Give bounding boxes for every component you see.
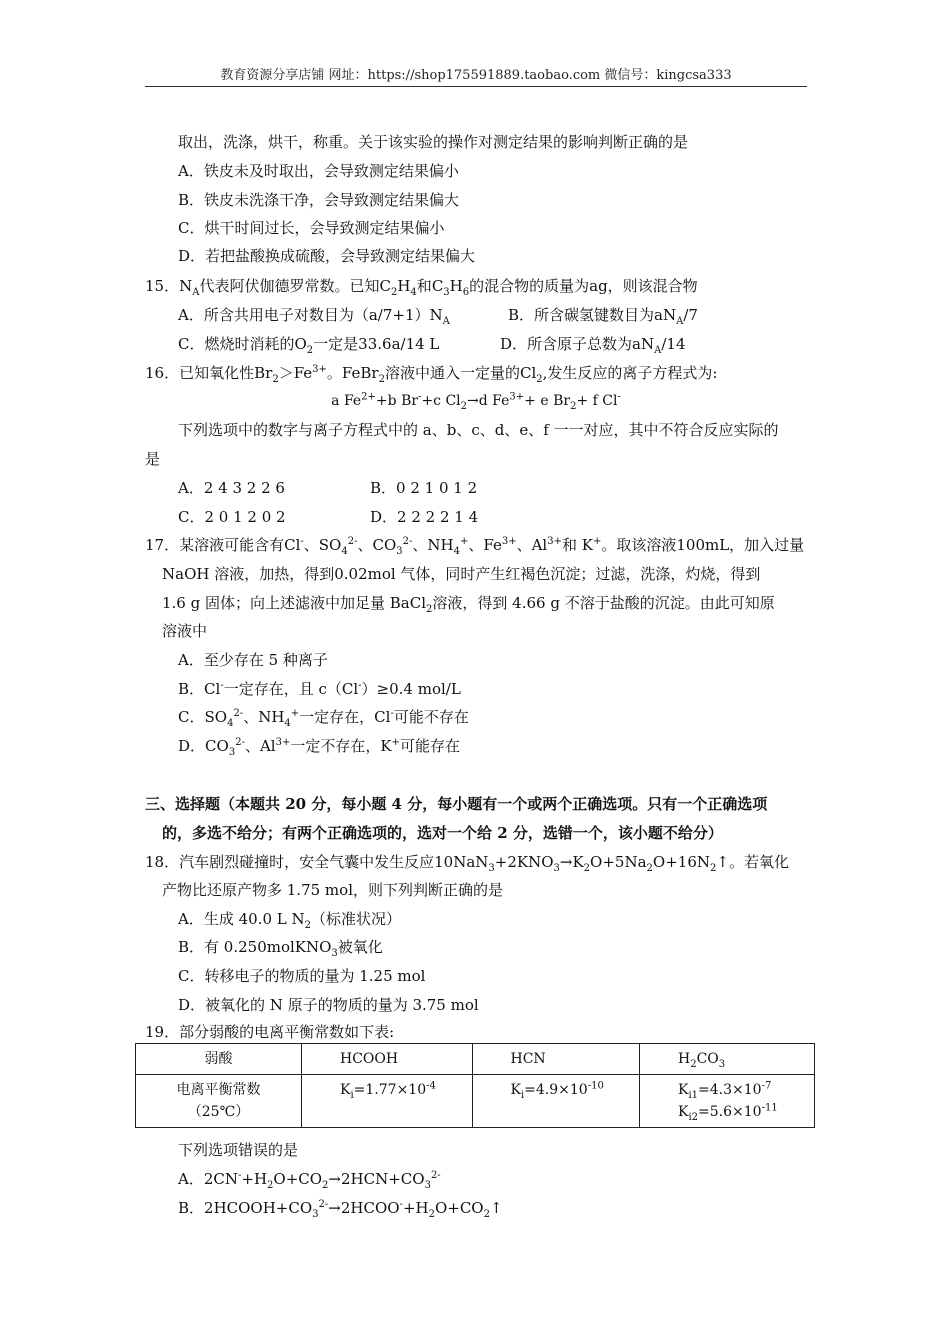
q19-option-b: B．$2HCOOH+CO_3^{2-}\to 2HCOO^-+H_2O+CO_2↑$ <box>178 1199 503 1220</box>
header-hcooh: HCOOH <box>302 1044 473 1075</box>
section3-heading-line1: 三、选择题（本题共 20 分，每小题 4 分，每小题有一个或两个正确选项。只有一个正确选项 <box>145 795 768 813</box>
q16-option-b: B．0 2 1 0 1 2 <box>370 479 478 497</box>
ionization-constant-table <box>135 1043 815 1128</box>
q15-option-d: D．所含原子总数为$aN_A/14$ <box>500 335 686 356</box>
q16-option-a: A．2 4 3 2 2 6 <box>178 479 285 497</box>
table-row <box>136 1075 815 1128</box>
page-header: 教育资源分享店铺 网址：https://shop175591889.taobao.com 微信号：kingcsa333 <box>220 68 732 83</box>
q18-option-d: D．被氧化的 N 原子的物质的量为 3.75 mol <box>178 996 479 1014</box>
header-h2co3: $H_2CO_3$ <box>640 1044 815 1075</box>
q16-line3: 是 <box>145 450 161 468</box>
q17-option-a: A．至少存在 5 种离子 <box>178 651 328 669</box>
q16-equation: a $Fe^{2+}+b$ Br-+c $Cl_2\to d$ $Fe^{3+}+ e$ $Br_2+ f$ Cl- <box>331 391 621 412</box>
cell-h2co3-ka: $K_{i1}=4.3\times 10^{-7}$ $K_{i2}=5.6\times 10^{-11}$ <box>640 1075 815 1128</box>
q14-option-d: D．若把盐酸换成硫酸，会导致测定结果偏大 <box>178 247 476 265</box>
q18-line2: 产物比还原产物多 1.75 mol，则下列判断正确的是 <box>162 881 503 899</box>
q14-stem: 取出，洗涤，烘干，称重。关于该实验的操作对测定结果的影响判断正确的是 <box>178 133 689 151</box>
q17-option-b: B．Cl-一定存在，且 c（Cl-）≥0.4 mol/L <box>178 680 461 698</box>
q17-option-d: D．$CO_3^{2-}$、$Al^{3+}$一定不存在，K+可能存在 <box>178 737 460 758</box>
q17-option-c: C．$SO_4^{2-}$、$NH_4^+$一定存在，Cl-可能不存在 <box>178 708 469 729</box>
q14-option-a: A．铁皮未及时取出，会导致测定结果偏小 <box>178 162 459 180</box>
q18-stem: 18．汽车剧烈碰撞时，安全气囊中发生反应$10NaN_3+2KNO_3\to K_2O+5Na_2O+16N_2↑$。若氧化 <box>145 853 789 874</box>
q14-option-c: C．烘干时间过长，会导致测定结果偏小 <box>178 219 445 237</box>
q17-line2: NaOH 溶液，加热，得到0.02mol 气体，同时产生红褐色沉淀；过滤，洗涤，灼烧，得到 <box>162 565 761 583</box>
section3-heading-line2: 的，多选不给分；有两个正确选项的，选对一个给 2 分，选错一个，该小题不给分） <box>162 824 723 842</box>
q18-option-a: A．生成 40.0 L $N_2$（标准状况） <box>178 910 402 931</box>
table-header-row <box>136 1044 815 1075</box>
q17-line3: 1.6 g 固体；向上述滤液中加足量 BaCl$_2$溶液，得到 4.66 g 不溶于盐酸的沉淀。由此可知原 <box>162 594 775 615</box>
header-weak-acid: 弱酸 <box>136 1044 302 1075</box>
q16-stem: 16．已知氧化性$Br_2>Fe^{3+}$。FeBr$_2$溶液中通入一定量的$Cl_2$,发生反应的离子方程式为: <box>145 364 718 385</box>
q16-line2: 下列选项中的数字与离子方程式中的 a、b、c、d、e、f 一一对应，其中不符合反应实际的 <box>178 421 779 439</box>
q17-line4: 溶液中 <box>162 622 208 640</box>
q19-option-a: A．$2CN^-+H_2O+CO_2\to 2HCN+CO_3^{2-}$ <box>178 1170 441 1191</box>
q15-option-a: A．所含共用电子对数目为$(a/7+1)N_A$ <box>178 306 450 327</box>
row-label: 电离平衡常数 （25℃） <box>136 1075 302 1128</box>
q15-option-b: B．所含碳氢键数目为$aN_A/7$ <box>508 306 698 327</box>
cell-hcooh-ka: $K_i=1.77\times 10^{-4}$ <box>302 1075 473 1128</box>
q18-option-b: B．有 0.250molKNO$_3$被氧化 <box>178 938 383 959</box>
header-rule <box>145 86 807 87</box>
q19-question: 下列选项错误的是 <box>178 1141 299 1159</box>
q19-intro: 19．部分弱酸的电离平衡常数如下表: <box>145 1023 395 1041</box>
q16-option-c: C．2 0 1 2 0 2 <box>178 508 286 526</box>
q15-option-c: C．燃烧时消耗的$O_2$一定是33.6a/14 L <box>178 335 440 356</box>
q18-option-c: C．转移电子的物质的量为 1.25 mol <box>178 967 426 985</box>
header-hcn: HCN <box>472 1044 640 1075</box>
q16-option-d: D．2 2 2 2 1 4 <box>370 508 479 526</box>
q14-option-b: B．铁皮未洗涤干净，会导致测定结果偏大 <box>178 191 460 209</box>
q15-stem: 15．$N_A$代表阿伏伽德罗常数。已知$C_2H_4$和$C_3H_6$的混合物的质量为ag，则该混合物 <box>145 277 698 298</box>
q17-stem: 17．某溶液可能含有Cl-、$SO_4^{2-}$、$CO_3^{2-}$、$NH_4^+$、$Fe^{3+}$、$Al^{3+}$和 K+。取该溶液100mL，加入过量 <box>145 536 805 557</box>
cell-hcn-ka: $K_i=4.9\times 10^{-10}$ <box>472 1075 640 1128</box>
